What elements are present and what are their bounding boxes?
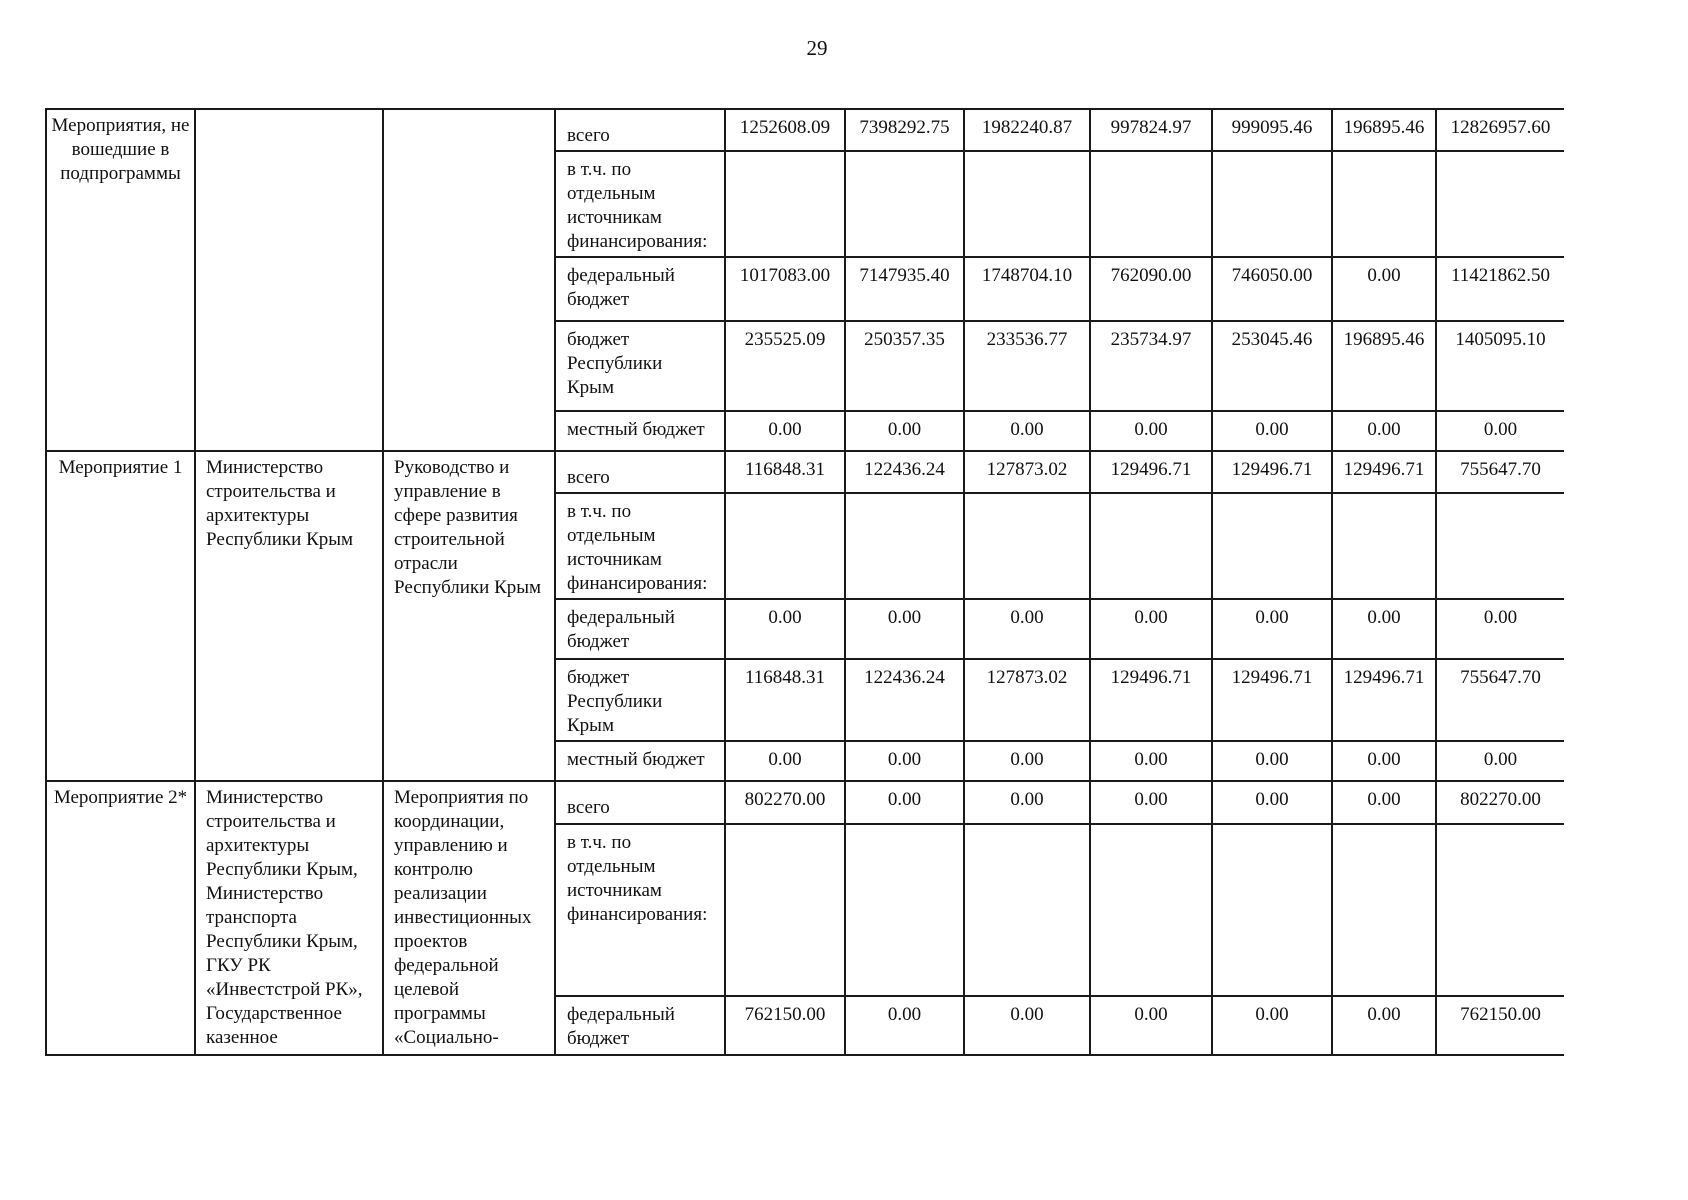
amount-cell: 129496.71 <box>1212 659 1332 741</box>
page-number: 29 <box>806 36 828 60</box>
funding-source <box>555 996 725 1055</box>
amount-cell: 1017083.00 <box>725 257 845 321</box>
amount-cell: 802270.00 <box>1436 781 1564 824</box>
amount-cell: 0.00 <box>1090 741 1212 781</box>
amount-cell: 127873.02 <box>964 659 1090 741</box>
funding-source <box>555 451 725 493</box>
amount-cell: 0.00 <box>964 996 1090 1055</box>
amount-cell <box>1436 824 1564 997</box>
amount-cell <box>725 151 845 257</box>
amount-cell <box>725 493 845 599</box>
amount-cell: 129496.71 <box>1332 451 1436 493</box>
description: Мероприятия по координации, управлению и контролю реализации инвестиционных проектов федеральной целевой программы «Социально- <box>383 781 555 1055</box>
amount-cell <box>725 824 845 997</box>
amount-cell: 999095.46 <box>1212 109 1332 151</box>
amount-cell: 0.00 <box>1212 996 1332 1055</box>
amount-cell: 196895.46 <box>1332 109 1436 151</box>
amount-cell: 129496.71 <box>1212 451 1332 493</box>
funding-source-label: местный бюджет <box>567 749 705 770</box>
amount-cell: 0.00 <box>1436 741 1564 781</box>
amount-cell: 0.00 <box>1090 411 1212 451</box>
amount-cell <box>964 824 1090 997</box>
amount-cell: 1982240.87 <box>964 109 1090 151</box>
amount-cell <box>1332 493 1436 599</box>
funding-source-label: федеральный бюджет <box>567 1004 675 1050</box>
amount-cell: 122436.24 <box>845 451 964 493</box>
amount-cell <box>1332 151 1436 257</box>
funding-source <box>555 109 725 151</box>
budget-table <box>45 108 1564 1056</box>
funding-source-label: всего <box>567 467 610 488</box>
amount-cell: 0.00 <box>964 781 1090 824</box>
amount-cell: 0.00 <box>1212 781 1332 824</box>
funding-source <box>555 321 725 411</box>
amount-cell: 762090.00 <box>1090 257 1212 321</box>
amount-cell: 0.00 <box>1212 599 1332 659</box>
funding-source-label: бюджет Республики Крым <box>567 329 663 398</box>
amount-cell: 116848.31 <box>725 659 845 741</box>
executor: Министерство строительства и архитектуры Республики Крым <box>195 451 383 781</box>
amount-cell: 762150.00 <box>725 996 845 1055</box>
funding-source <box>555 257 725 321</box>
amount-cell: 802270.00 <box>725 781 845 824</box>
amount-cell <box>845 151 964 257</box>
table-row <box>46 109 1564 151</box>
measure-name: Мероприятия, не вошедшие в подпрограммы <box>46 109 195 451</box>
amount-cell: 122436.24 <box>845 659 964 741</box>
amount-cell: 0.00 <box>1332 411 1436 451</box>
amount-cell: 0.00 <box>1332 781 1436 824</box>
amount-cell: 0.00 <box>1090 781 1212 824</box>
amount-cell: 0.00 <box>1436 599 1564 659</box>
description <box>383 109 555 451</box>
amount-cell <box>1436 151 1564 257</box>
funding-source <box>555 781 725 824</box>
amount-cell <box>1332 824 1436 997</box>
amount-cell: 196895.46 <box>1332 321 1436 411</box>
amount-cell: 755647.70 <box>1436 451 1564 493</box>
amount-cell <box>1436 493 1564 599</box>
amount-cell: 0.00 <box>725 411 845 451</box>
amount-cell: 0.00 <box>1090 996 1212 1055</box>
funding-source-label: всего <box>567 797 610 818</box>
amount-cell: 11421862.50 <box>1436 257 1564 321</box>
amount-cell: 0.00 <box>845 741 964 781</box>
amount-cell: 129496.71 <box>1090 451 1212 493</box>
amount-cell <box>845 824 964 997</box>
funding-source-label: местный бюджет <box>567 419 705 440</box>
amount-cell: 1252608.09 <box>725 109 845 151</box>
amount-cell: 0.00 <box>1332 741 1436 781</box>
amount-cell: 0.00 <box>1332 257 1436 321</box>
amount-cell <box>964 493 1090 599</box>
funding-source <box>555 151 725 257</box>
amount-cell: 0.00 <box>845 599 964 659</box>
amount-cell: 0.00 <box>845 411 964 451</box>
amount-cell: 129496.71 <box>1090 659 1212 741</box>
executor <box>195 109 383 451</box>
amount-cell: 129496.71 <box>1332 659 1436 741</box>
funding-source <box>555 741 725 781</box>
funding-source-label: всего <box>567 125 610 146</box>
amount-cell <box>845 493 964 599</box>
amount-cell: 0.00 <box>964 741 1090 781</box>
amount-cell: 755647.70 <box>1436 659 1564 741</box>
measure-name: Мероприятие 1 <box>46 451 195 781</box>
amount-cell: 127873.02 <box>964 451 1090 493</box>
amount-cell: 12826957.60 <box>1436 109 1564 151</box>
amount-cell <box>1090 824 1212 997</box>
amount-cell: 0.00 <box>964 599 1090 659</box>
amount-cell: 250357.35 <box>845 321 964 411</box>
amount-cell: 0.00 <box>725 741 845 781</box>
funding-source <box>555 411 725 451</box>
amount-cell <box>1090 493 1212 599</box>
amount-cell: 0.00 <box>1436 411 1564 451</box>
amount-cell: 7147935.40 <box>845 257 964 321</box>
amount-cell: 0.00 <box>1090 599 1212 659</box>
amount-cell: 233536.77 <box>964 321 1090 411</box>
amount-cell <box>1212 824 1332 997</box>
funding-source <box>555 493 725 599</box>
amount-cell <box>964 151 1090 257</box>
amount-cell <box>1090 151 1212 257</box>
funding-source <box>555 824 725 997</box>
funding-source-label: федеральный бюджет <box>567 265 675 310</box>
amount-cell: 7398292.75 <box>845 109 964 151</box>
amount-cell: 0.00 <box>845 996 964 1055</box>
amount-cell: 235525.09 <box>725 321 845 411</box>
amount-cell: 746050.00 <box>1212 257 1332 321</box>
amount-cell: 0.00 <box>1332 996 1436 1055</box>
amount-cell: 0.00 <box>1332 599 1436 659</box>
amount-cell: 116848.31 <box>725 451 845 493</box>
amount-cell: 1748704.10 <box>964 257 1090 321</box>
amount-cell: 0.00 <box>845 781 964 824</box>
funding-source-label: в т.ч. по отдельным источникам финансирования: <box>567 501 708 594</box>
funding-source <box>555 659 725 741</box>
amount-cell: 0.00 <box>1212 411 1332 451</box>
funding-source-label: в т.ч. по отдельным источникам финансирования: <box>567 831 708 925</box>
funding-source-label: в т.ч. по отдельным источникам финансирования: <box>567 159 708 252</box>
amount-cell: 0.00 <box>1212 741 1332 781</box>
funding-source-label: бюджет Республики Крым <box>567 667 663 736</box>
amount-cell: 762150.00 <box>1436 996 1564 1055</box>
amount-cell: 997824.97 <box>1090 109 1212 151</box>
funding-source-label: федеральный бюджет <box>567 607 675 652</box>
table-row <box>46 781 1564 824</box>
amount-cell: 235734.97 <box>1090 321 1212 411</box>
funding-source <box>555 599 725 659</box>
table-row <box>46 451 1564 493</box>
executor: Министерство строительства и архитектуры Республики Крым, Министерство транспорта Республики Крым, ГКУ РК «Инвестстрой РК», Государственное казенное <box>195 781 383 1055</box>
amount-cell: 0.00 <box>725 599 845 659</box>
amount-cell: 0.00 <box>964 411 1090 451</box>
amount-cell <box>1212 151 1332 257</box>
amount-cell: 253045.46 <box>1212 321 1332 411</box>
amount-cell: 1405095.10 <box>1436 321 1564 411</box>
amount-cell <box>1212 493 1332 599</box>
description: Руководство и управление в сфере развития строительной отрасли Республики Крым <box>383 451 555 781</box>
measure-name: Мероприятие 2* <box>46 781 195 1055</box>
